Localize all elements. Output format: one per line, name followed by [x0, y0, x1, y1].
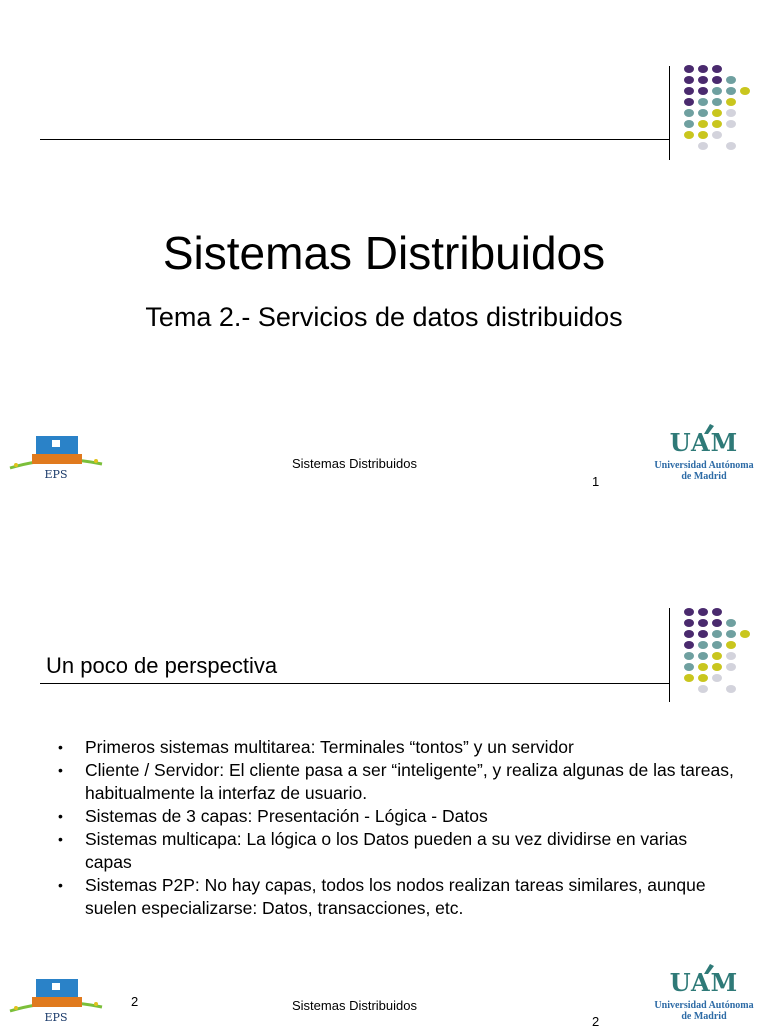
- list-item: • Sistemas P2P: No hay capas, todos los nodos realizan tareas similares, aunque suelen especializarse: Datos, transacciones, etc.: [58, 875, 706, 918]
- eps-logo: [6, 434, 106, 482]
- grid-dot: [740, 87, 750, 95]
- grid-dot: [684, 619, 694, 627]
- grid-dot: [726, 120, 736, 128]
- grid-dot: [684, 641, 694, 649]
- bullet-icon: •: [58, 831, 63, 847]
- header-divider: [669, 608, 670, 702]
- grid-dot: [698, 131, 708, 139]
- grid-dot: [684, 98, 694, 106]
- grid-dot: [712, 87, 722, 95]
- grid-dot: [712, 76, 722, 84]
- grid-dot: [712, 98, 722, 106]
- grid-dot: [726, 619, 736, 627]
- slide-heading: Un poco de perspectiva: [46, 653, 278, 678]
- uam-logo-line2: de Madrid: [681, 1011, 727, 1022]
- eps-logo: [6, 977, 106, 1024]
- grid-dot: [684, 87, 694, 95]
- bullet-list: [58, 736, 738, 920]
- grid-dot: [726, 87, 736, 95]
- slide-title: Sistemas Distribuidos: [162, 227, 606, 279]
- grid-dot: [726, 98, 736, 106]
- grid-dot: [712, 608, 722, 616]
- bullet-icon: •: [58, 762, 63, 778]
- grid-dot: [726, 76, 736, 84]
- grid-dot: [712, 663, 722, 671]
- page-number: 1: [592, 474, 600, 489]
- grid-dot: [698, 120, 708, 128]
- grid-dot: [698, 619, 708, 627]
- grid-dot: [698, 685, 708, 693]
- grid-dot: [726, 630, 736, 638]
- grid-dot: [726, 109, 736, 117]
- grid-dot: [698, 76, 708, 84]
- grid-dot: [726, 663, 736, 671]
- grid-dot: [712, 120, 722, 128]
- grid-dot: [684, 65, 694, 73]
- slide-1: [0, 0, 768, 512]
- grid-dot: [712, 131, 722, 139]
- grid-dot: [698, 98, 708, 106]
- grid-dot: [698, 109, 708, 117]
- slide-footer: Sistemas Distribuidos: [292, 456, 417, 471]
- header-rule: [40, 139, 670, 140]
- grid-dot: [712, 619, 722, 627]
- grid-dot: [684, 674, 694, 682]
- grid-dot: [698, 641, 708, 649]
- grid-dot: [684, 652, 694, 660]
- grid-dot: [698, 630, 708, 638]
- list-item: • Primeros sistemas multitarea: Terminales “tontos” y un servidor: [58, 737, 574, 757]
- grid-dot: [712, 652, 722, 660]
- grid-dot: [698, 652, 708, 660]
- grid-dot: [698, 674, 708, 682]
- list-item: • Cliente / Servidor: El cliente pasa a ser “inteligente”, y realiza algunas de las tareas, habitualmente la interfaz de usuario.: [58, 760, 734, 803]
- grid-dot: [712, 674, 722, 682]
- slide-subtitle: Tema 2.- Servicios de datos distribuidos: [145, 302, 623, 332]
- grid-dot: [698, 65, 708, 73]
- list-item: • Sistemas de 3 capas: Presentación - Lógica - Datos: [58, 806, 488, 826]
- grid-dot: [698, 142, 708, 150]
- grid-dot: [726, 652, 736, 660]
- grid-dot: [740, 630, 750, 638]
- svg-text:EPS: EPS: [44, 468, 68, 481]
- uam-logo-letters: UAM: [669, 428, 739, 457]
- uam-logo-line2: de Madrid: [681, 471, 727, 482]
- bullet-icon: •: [58, 877, 63, 893]
- grid-dot: [712, 641, 722, 649]
- grid-dot: [684, 109, 694, 117]
- list-item: • Sistemas multicapa: La lógica o los Datos pueden a su vez dividirse en varias capas: [58, 829, 688, 872]
- slide-number: 2: [131, 994, 139, 1009]
- grid-dot: [712, 65, 722, 73]
- grid-dot: [684, 663, 694, 671]
- grid-dot: [698, 663, 708, 671]
- grid-dot: [698, 87, 708, 95]
- uam-logo-line1: Universidad Autónoma: [654, 1000, 754, 1011]
- grid-dot: [726, 142, 736, 150]
- grid-dot: [684, 630, 694, 638]
- grid-dot: [698, 608, 708, 616]
- svg-text:EPS: EPS: [44, 1011, 68, 1024]
- grid-dot: [684, 76, 694, 84]
- bullet-icon: •: [58, 808, 63, 824]
- grid-dot: [712, 109, 722, 117]
- slide-footer: Sistemas Distribuidos: [292, 998, 417, 1013]
- header-divider: [669, 66, 670, 160]
- grid-dot: [726, 641, 736, 649]
- page-number: 2: [592, 1014, 600, 1029]
- uam-logo: [648, 962, 760, 1024]
- grid-dot: [684, 131, 694, 139]
- grid-dot: [726, 685, 736, 693]
- uam-logo-letters: UAM: [669, 968, 739, 997]
- grid-dot: [712, 630, 722, 638]
- uam-logo-line1: Universidad Autónoma: [654, 460, 754, 471]
- uam-logo: [648, 422, 760, 484]
- grid-dot: [684, 120, 694, 128]
- bullet-icon: •: [58, 739, 63, 755]
- grid-dot: [684, 608, 694, 616]
- header-rule: [40, 683, 670, 684]
